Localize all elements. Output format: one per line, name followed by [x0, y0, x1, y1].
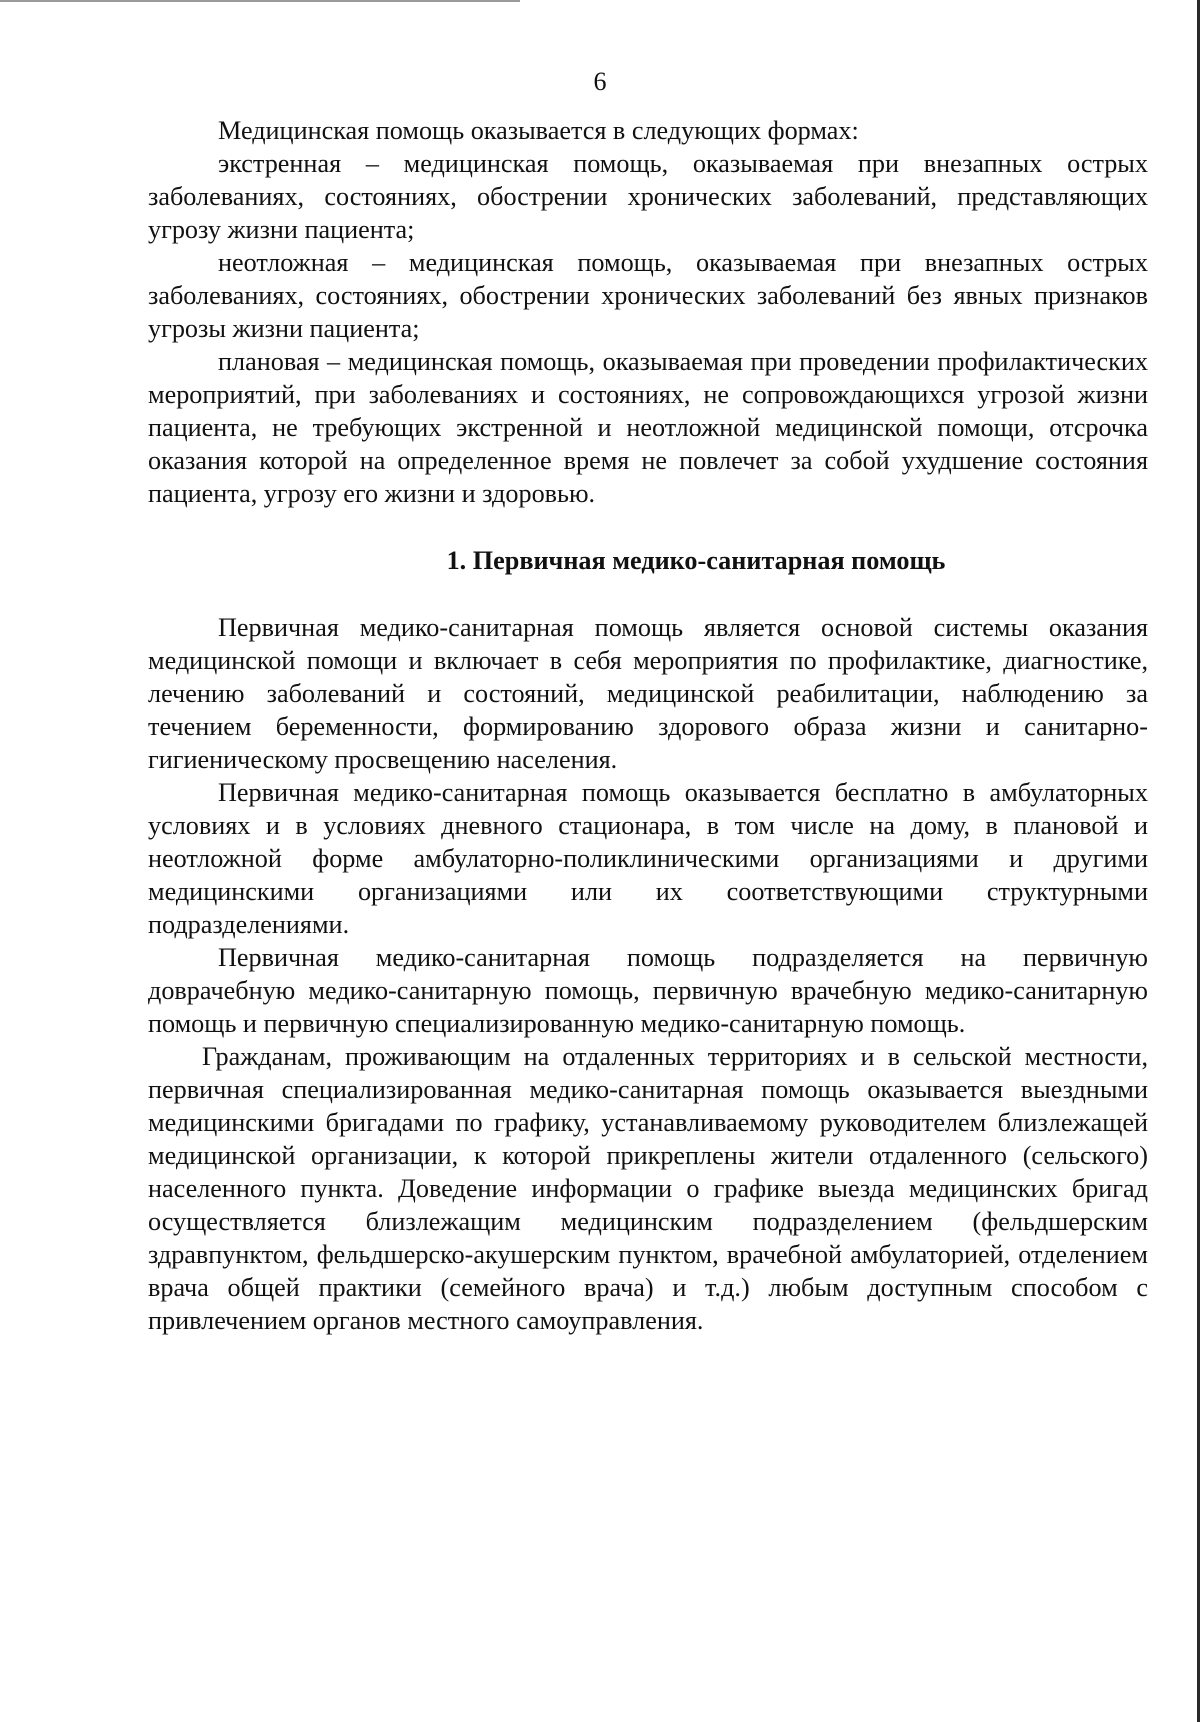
section-paragraph: Первичная медико-санитарная помощь оказывается бесплатно в амбулаторных условиях и в условиях дневного стационара, в том числе на дому, в плановой и неотложной форме амбулаторно-поликлиническими организациями и другими медицинскими организациями или их соответствующими структурными подразделениями.: [148, 778, 1148, 939]
section-paragraph: Первичная медико-санитарная помощь подразделяется на первичную доврачебную медико-санитарную помощь, первичную врачебную медико-санитарную помощь и первичную специализированную медико-санитарную помощь.: [148, 943, 1148, 1038]
intro-paragraph: Медицинская помощь оказывается в следующих формах:: [218, 116, 859, 145]
page-number: 6: [593, 67, 607, 96]
section-paragraph: Первичная медико-санитарная помощь является основой системы оказания медицинской помощи и включает в себя мероприятия по профилактике, диагностике, лечению заболеваний и состояний, медицинской реабилитации, наблюдению за течением беременности, формированию здорового образа жизни и санитарно-гигиеническому просвещению населения.: [148, 613, 1148, 774]
intro-paragraph: неотложная – медицинская помощь, оказываемая при внезапных острых заболеваниях, состояниях, обострении хронических заболеваний без явных признаков угрозы жизни пациента;: [148, 248, 1148, 343]
intro-paragraph: экстренная – медицинская помощь, оказываемая при внезапных острых заболеваниях, состояниях, обострении хронических заболеваний, представляющих угрозу жизни пациента;: [148, 149, 1148, 244]
section-heading: 1. Первичная медико-санитарная помощь: [446, 546, 946, 575]
intro-paragraph: плановая – медицинская помощь, оказываемая при проведении профилактических мероприятий, при заболеваниях и состояниях, не сопровождающихся угрозой жизни пациента, не требующих экстренной и неотложной медицинской помощи, отсрочка оказания которой на определенное время не повлечет за собой ухудшение состояния пациента, угрозу его жизни и здоровью.: [148, 347, 1148, 508]
scan-edge-top: [0, 0, 520, 2]
section-paragraph: Гражданам, проживающим на отдаленных территориях и в сельской местности, первичная специализированная медико-санитарная помощь оказывается выездными медицинскими бригадами по графику, устанавливаемому руководителем близлежащей медицинской организации, к которой прикреплены жители отдаленного (сельского) населенного пункта. Доведение информации о графике выезда медицинских бригад осуществляется близлежащим медицинским подразделением (фельдшерским здравпунктом, фельдшерско-акушерским пунктом, врачебной амбулаторией, отделением врача общей практики (семейного врача) и т.д.) любым доступным способом с привлечением органов местного самоуправления.: [148, 1042, 1148, 1335]
document-body: [148, 114, 1148, 1337]
